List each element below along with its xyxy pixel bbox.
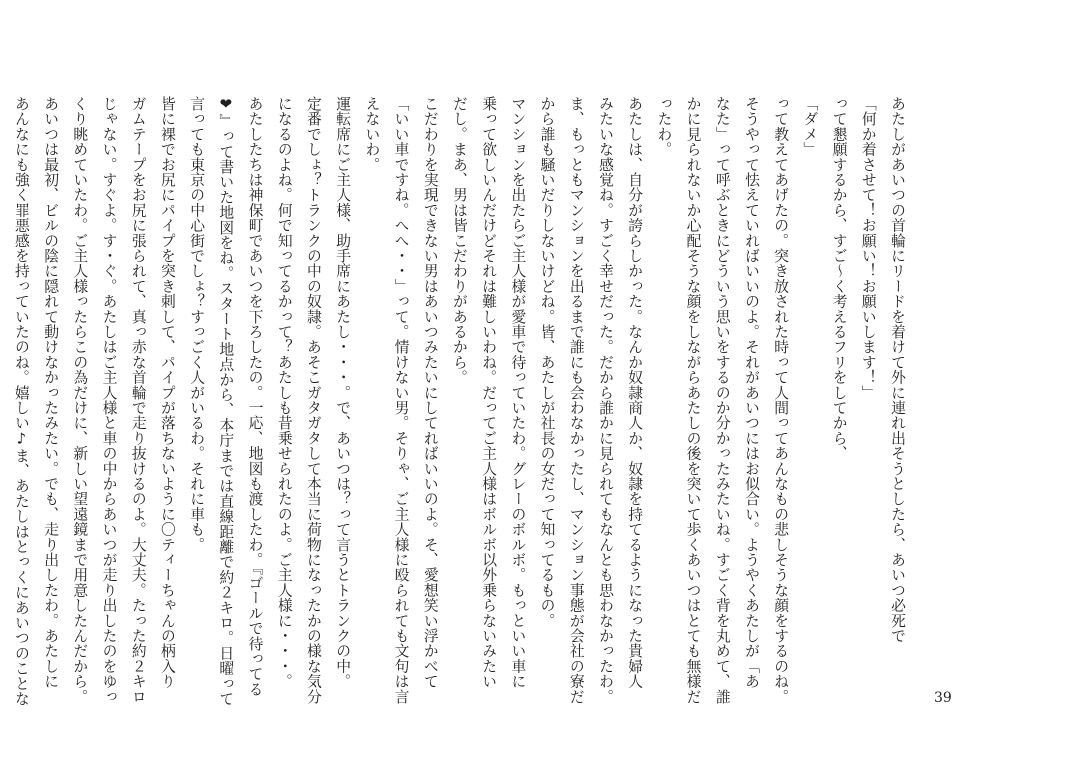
text-line (0, 96, 7, 662)
text-line: って懇願するから、すご〜く考えるフリをしてから、 (830, 96, 848, 461)
text-line: 皆に裸でお尻にパイプを突き刺して、パイプが落ちないように〇ティーちゃんの柄入り (158, 96, 176, 689)
text-line: だし。まあ、男は皆こだわりがあるから。 (450, 96, 468, 385)
text-line: えないわ。 (363, 96, 381, 172)
text-line: あんなにも強く罪悪感を持っていたのね。嬉しい♪ま、あたしはとっくにあいつのことな (12, 96, 30, 707)
text-line: あいつは最初、ビルの陰に隠れて動けなかったみたい。でも、走り出したわ。あたしに (42, 96, 60, 689)
text-line: なた」って呼ぶときにどういう思いをするのか分かったみたいね。すごく背を丸めて、誰 (713, 96, 731, 704)
vertical-text-body (0, 96, 912, 707)
text-line: あたしがあいつの首輪にリードを着けて外に連れ出そうとしたら、あいつ必死で (889, 96, 906, 644)
text-line: あたしたちは神保町であいつを下ろしたの。一応、地図も渡したわ。『ゴールで待ってる (246, 96, 264, 697)
text-line: ❤』って書いた地図をね。スタート地点から、本庁までは直線距離で約２キロ。日曜って (217, 96, 235, 707)
text-line: 運転席にご主人様、助手席にあたし・・・。で、あいつは？って言うとトランクの中。 (334, 96, 352, 689)
text-line: みたいな感覚ね。すごく幸せだった。だから誰かに見られてもなんとも思わなかったわ。 (596, 96, 614, 704)
text-line: 「何か着させて！お願い！お願いします！」 (859, 96, 877, 400)
text-line: マンションを出たらご主人様が愛車で待っていたわ。グレーのボルボ。もっといい車に (509, 96, 527, 689)
text-line: こだわりを実現できない男はあいつみたいにしてればいいのよ。そ、愛想笑い浮かべて (421, 96, 439, 689)
text-line: 乗って欲しいんだけどそれは難しいわね。だってご主人様はボルボ以外乗らないみたい (480, 96, 498, 689)
text-line: かに見られないか心配そうな顔をしながらあたしの後を突いて歩くあいつはとても無様だ (684, 96, 702, 704)
text-line: じゃない。すぐよ。す・ぐ。あたしはご主人様と車の中からあいつが走り出したのをゆっ (100, 96, 118, 704)
text-line: 「いい車ですね。へへ・・」って。情けない男。そりゃ、ご主人様に殴られても文句は言 (392, 96, 410, 704)
text-line: 定番でしょ？トランクの中の奴隷。あそこガタガタして本当に荷物になったかの様な気分 (304, 96, 322, 704)
text-line: になるのよね。何で知ってるかって？あたしも昔乗せられたのよ。ご主人様に・・・。 (275, 96, 293, 689)
text-line: ったわ。 (655, 96, 673, 157)
text-line: から誰も騒いだりしないけどね。皆、あたしが社長の女だって知ってるもの。 (538, 96, 556, 628)
text-line: って教えてあげたの。突き放された時って人間ってあんなもの悲しそうな顔をするのね。 (772, 96, 790, 704)
text-line: 言っても東京の中心街でしょ？すっごく人がいるわ。それに車も。 (188, 96, 206, 552)
text-line: そうやって怯えていればいいのよ。それがあいつにはお似合い。ようやくあたしが「あ (742, 96, 760, 689)
text-line: くり眺めていたわ。ご主人様ったらこの為だけに、新しい望遠鏡まで用意したんだから。 (71, 96, 89, 704)
text-line: あたしは、自分が誇らしかった。なんか奴隷商人か、奴隷を持てるようになった貴婦人 (626, 96, 644, 689)
text-line: ま、もっともマンションを出るまで誰にも会わなかったし、マンション事態が会社の寮だ (567, 96, 585, 704)
text-line: 「ダメ」 (801, 96, 819, 157)
text-line: ガムテープをお尻に張られて、真っ赤な首輪で走り抜けるのよ。大丈夫。たった約２キロ (129, 96, 147, 704)
page-number: 39 (934, 690, 952, 706)
